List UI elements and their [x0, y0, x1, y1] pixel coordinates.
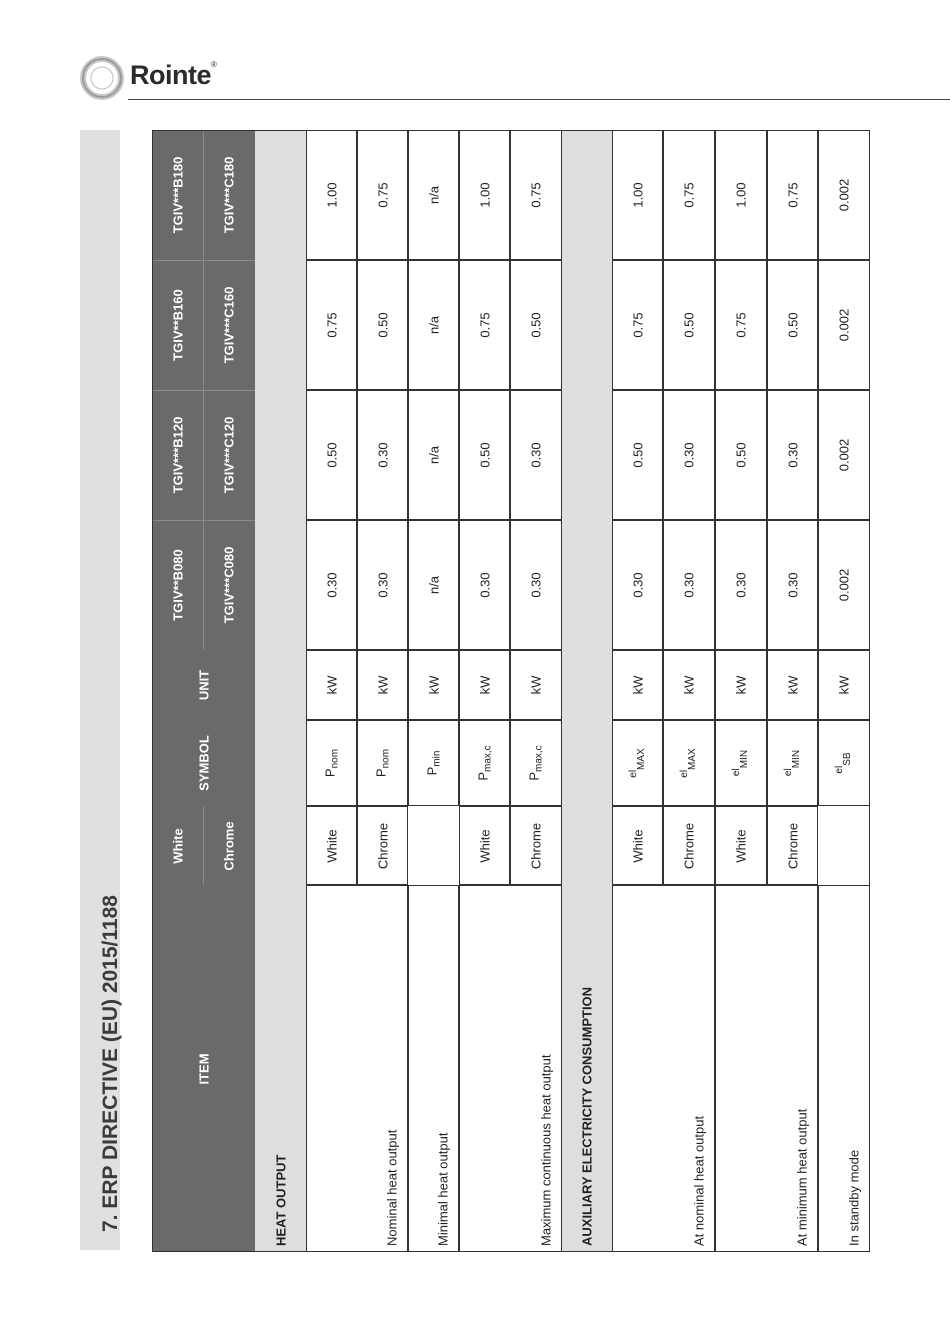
value-label: 0.30 — [785, 572, 800, 598]
white-header: White — [170, 827, 185, 864]
header-divider — [152, 260, 255, 261]
value-label: 0.75 — [681, 182, 697, 208]
value-label: 0.75 — [733, 312, 749, 338]
value-label: 0.30 — [630, 572, 645, 598]
section-title: AUXILIARY ELECTRICITY CONSUMPTION — [579, 986, 595, 1246]
value-label: 0.30 — [375, 572, 390, 598]
unit-label: kW — [785, 675, 800, 695]
value-label: n/a — [426, 315, 441, 335]
item-cell — [408, 885, 459, 1252]
value-label: 0.30 — [785, 442, 800, 468]
symbol-label: $^{el}_{MIN}$ — [731, 749, 750, 777]
unit-label: kW — [681, 675, 697, 695]
value-label: 0.30 — [375, 442, 390, 468]
finish-label: White — [733, 828, 749, 863]
value-label: 0.50 — [324, 442, 339, 468]
unit-label: kW — [528, 675, 544, 695]
unit-label: kW — [836, 675, 852, 695]
value-label: 0.002 — [836, 438, 852, 472]
model-white-header: TGIV***B120 — [170, 416, 185, 494]
item-label: At minimum heat output — [794, 1108, 810, 1246]
symbol-label: $P_{max,c}$ — [475, 745, 493, 781]
value-label: 0.50 — [681, 312, 697, 338]
item-cell — [818, 885, 870, 1252]
model-chrome-header: TGIV***C080 — [221, 546, 237, 624]
finish-label: Chrome — [785, 822, 800, 869]
item-label: Minimal heat output — [435, 1132, 451, 1246]
value-label: 0.75 — [324, 312, 339, 338]
symbol-label: $P_{min}$ — [424, 750, 442, 776]
header-divider — [152, 520, 255, 521]
brand-name: Rointe® — [130, 60, 217, 90]
value-label: 0.50 — [785, 312, 800, 338]
model-chrome-header: TGIV***C120 — [221, 416, 237, 494]
value-label: 0.30 — [324, 572, 339, 598]
value-label: 0.50 — [733, 442, 749, 468]
value-label: 0.30 — [477, 572, 492, 598]
symbol-label: $P_{nom}$ — [373, 748, 391, 778]
finish-label: Chrome — [528, 822, 544, 869]
value-label: 1.00 — [324, 182, 339, 208]
value-label: 1.00 — [477, 182, 492, 208]
value-label: 0.30 — [528, 442, 544, 468]
symbol-label: $^{el}_{SB}$ — [834, 752, 853, 774]
item-header: ITEM — [196, 1052, 211, 1085]
unit-label: kW — [477, 675, 492, 695]
value-label: 0.75 — [630, 312, 645, 338]
symbol-label: $^{el}_{MIN}$ — [782, 749, 802, 777]
model-white-header: TGIV**B160 — [170, 289, 185, 361]
value-label: 0.75 — [477, 312, 492, 338]
value-label: 0.75 — [375, 182, 390, 208]
value-label: 0.002 — [836, 568, 852, 602]
value-label: 1.00 — [630, 182, 645, 208]
section-title: HEAT OUTPUT — [273, 1154, 288, 1246]
value-label: 0.50 — [375, 312, 390, 338]
item-label: Nominal heat output — [384, 1129, 400, 1246]
value-label: n/a — [426, 185, 441, 205]
value-label: 0.75 — [528, 182, 544, 208]
value-label: 1.00 — [733, 182, 749, 208]
page-title: 7. ERP DIRECTIVE (EU) 2015/1188 — [99, 895, 122, 1232]
unit-label: kW — [630, 675, 645, 695]
unit-label: kW — [375, 675, 390, 695]
value-label: 0.75 — [785, 182, 800, 208]
value-label: 0.50 — [528, 312, 544, 338]
value-label: 0.30 — [681, 572, 697, 598]
section-row — [255, 130, 306, 1252]
model-chrome-header: TGIV***C160 — [221, 286, 237, 364]
chrome-header: Chrome — [221, 820, 237, 871]
finish-label: White — [630, 828, 645, 863]
symbol-label: $^{el}_{MAX}$ — [679, 748, 698, 778]
item-label: At nominal heat output — [691, 1115, 707, 1246]
unit-header: UNIT — [196, 669, 211, 701]
unit-label: kW — [426, 675, 441, 695]
value-label: 0.50 — [477, 442, 492, 468]
model-white-header: TGIV***B180 — [170, 156, 185, 234]
symbol-header: SYMBOL — [196, 735, 211, 791]
model-white-header: TGIV**B080 — [170, 549, 185, 621]
finish-label: White — [324, 828, 339, 863]
symbol-label: $^{el}_{MAX}$ — [627, 748, 647, 778]
item-label: Maximum continuous heat output — [538, 1054, 554, 1246]
value-label: 0.30 — [528, 572, 544, 598]
symbol-label: $P_{max,c}$ — [526, 745, 545, 781]
value-label: 0.50 — [630, 442, 645, 468]
unit-label: kW — [733, 675, 749, 695]
item-label: In standby mode — [846, 1149, 862, 1246]
unit-label: kW — [324, 675, 339, 695]
symbol-label: $P_{nom}$ — [322, 748, 340, 778]
finish-label: White — [477, 828, 492, 863]
header-divider — [203, 806, 204, 885]
model-chrome-header: TGIV***C180 — [221, 156, 237, 234]
value-label: 0.002 — [836, 178, 852, 212]
value-label: 0.002 — [836, 308, 852, 342]
finish-label: Chrome — [375, 822, 390, 869]
value-label: n/a — [426, 575, 441, 595]
finish-label: Chrome — [681, 822, 697, 869]
value-label: 0.30 — [733, 572, 749, 598]
value-label: n/a — [426, 445, 441, 465]
value-label: 0.30 — [681, 442, 697, 468]
header-divider — [152, 390, 255, 391]
